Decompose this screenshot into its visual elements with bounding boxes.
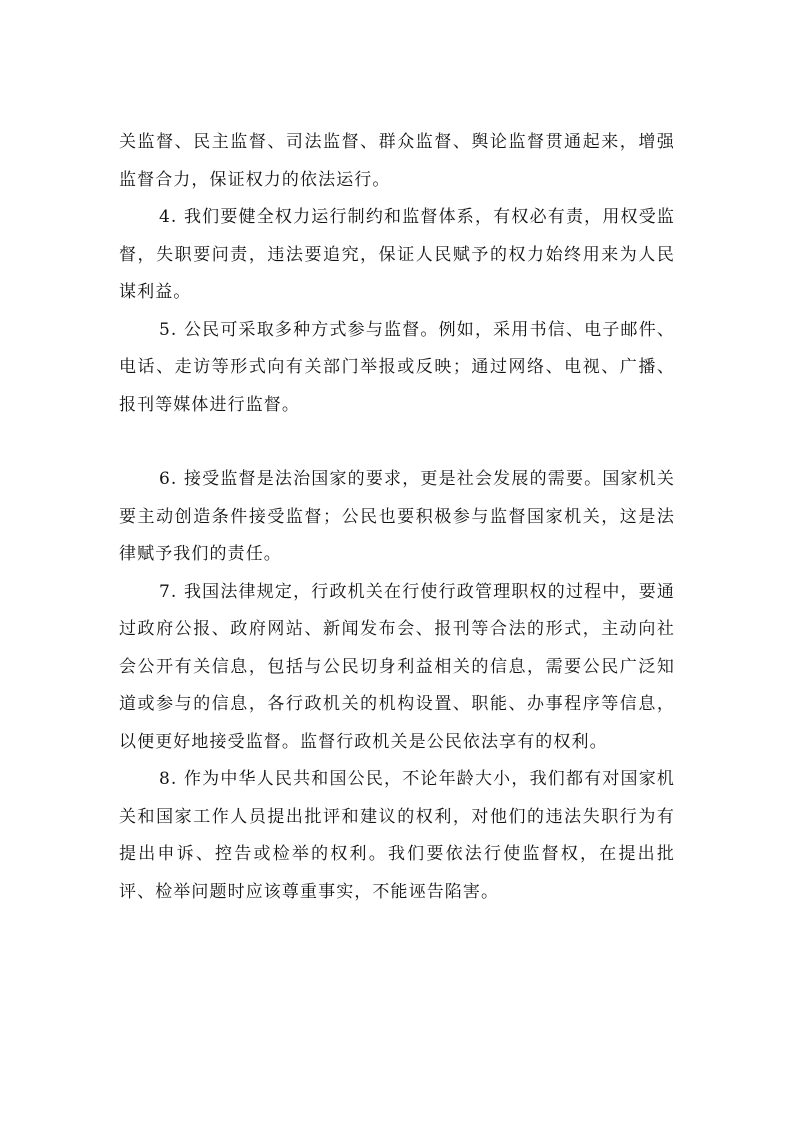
paragraph-6: 6. 接受监督是法治国家的要求，更是社会发展的需要。国家机关要主动创造条件接受监督；公民也要积极参与监督国家机关，这是法律赋予我们的责任。 bbox=[119, 469, 675, 564]
paragraph-4: 4. 我们要健全权力运行制约和监督体系，有权必有责，用权受监督，失职要问责，违法要追究，保证人民赋予的权力始终用来为人民谋利益。 bbox=[119, 207, 675, 302]
document-body bbox=[119, 124, 675, 911]
paragraph-5: 5. 公民可采取多种方式参与监督。例如，采用书信、电子邮件、电话、走访等形式向有关部门举报或反映；通过网络、电视、广播、报刊等媒体进行监督。 bbox=[119, 319, 675, 415]
paragraph-spacer bbox=[119, 424, 675, 461]
paragraph-continuation: 关监督、民主监督、司法监督、群众监督、舆论监督贯通起来，增强监督合力，保证权力的依法运行。 bbox=[119, 132, 675, 190]
paragraph-8: 8. 作为中华人民共和国公民，不论年龄大小，我们都有对国家机关和国家工作人员提出批评和建议的权利，对他们的违法失职行为有提出申诉、控告或检举的权利。我们要依法行使监督权，在提出批评、检举问题时应该尊重事实，不能诬告陷害。 bbox=[119, 769, 675, 902]
paragraph-7: 7. 我国法律规定，行政机关在行使行政管理职权的过程中，要通过政府公报、政府网站、新闻发布会、报刊等合法的形式，主动向社会公开有关信息，包括与公民切身利益相关的信息，需要公民广泛知道或参与的信息，各行政机关的机构设置、职能、办事程序等信息，以便更好地接受监督。监督行政机关是公民依法享有的权利。 bbox=[119, 581, 675, 752]
